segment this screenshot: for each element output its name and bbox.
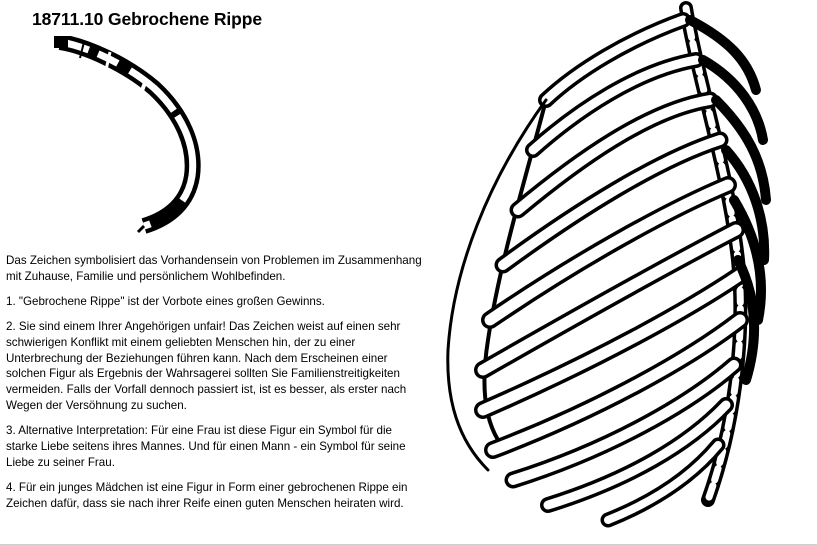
ribcage-illustration: [428, 0, 817, 545]
intro-paragraph: Das Zeichen symbolisiert das Vorhandensein von Problemen im Zusammenhang mit Zuhause, Familie und persönlichem Wohlbefinden.: [6, 254, 422, 283]
point-3-paragraph: 3. Alternative Interpretation: Für eine Frau ist diese Figur ein Symbol für die starke Liebe seitens ihres Mannes. Und für einen Mann - ein Symbol für seine Liebe zu seiner Frau.: [6, 424, 406, 469]
broken-rib-illustration: [46, 36, 226, 236]
page-title: 18711.10 Gebrochene Rippe: [32, 9, 262, 29]
point-4-paragraph: 4. Für ein junges Mädchen ist eine Figur in Form einer gebrochenen Rippe ein Zeichen dafür, dass sie nach ihrer Reife einen guten Menschen heiraten wird.: [6, 480, 408, 510]
interpretation-text: [6, 253, 424, 521]
point-1-paragraph: 1. "Gebrochene Rippe" ist der Vorbote eines großen Gewinns.: [6, 294, 325, 308]
point-2-paragraph: 2. Sie sind einem Ihrer Angehörigen unfair! Das Zeichen weist auf einen sehr schwierigen Konflikt mit einem geliebten Menschen hin, der zu einer Unterbrechung der Beziehungen führen kann. Nach dem Erscheinen einer solchen Figur als Ergebnis der Wahrsagerei sollten Sie Familienstreitigkeiten vermeiden. Falls der Vorfall dennoch passiert ist, ist es besser, als erster nach Wegen der Versöhnung zu suchen.: [6, 319, 407, 413]
